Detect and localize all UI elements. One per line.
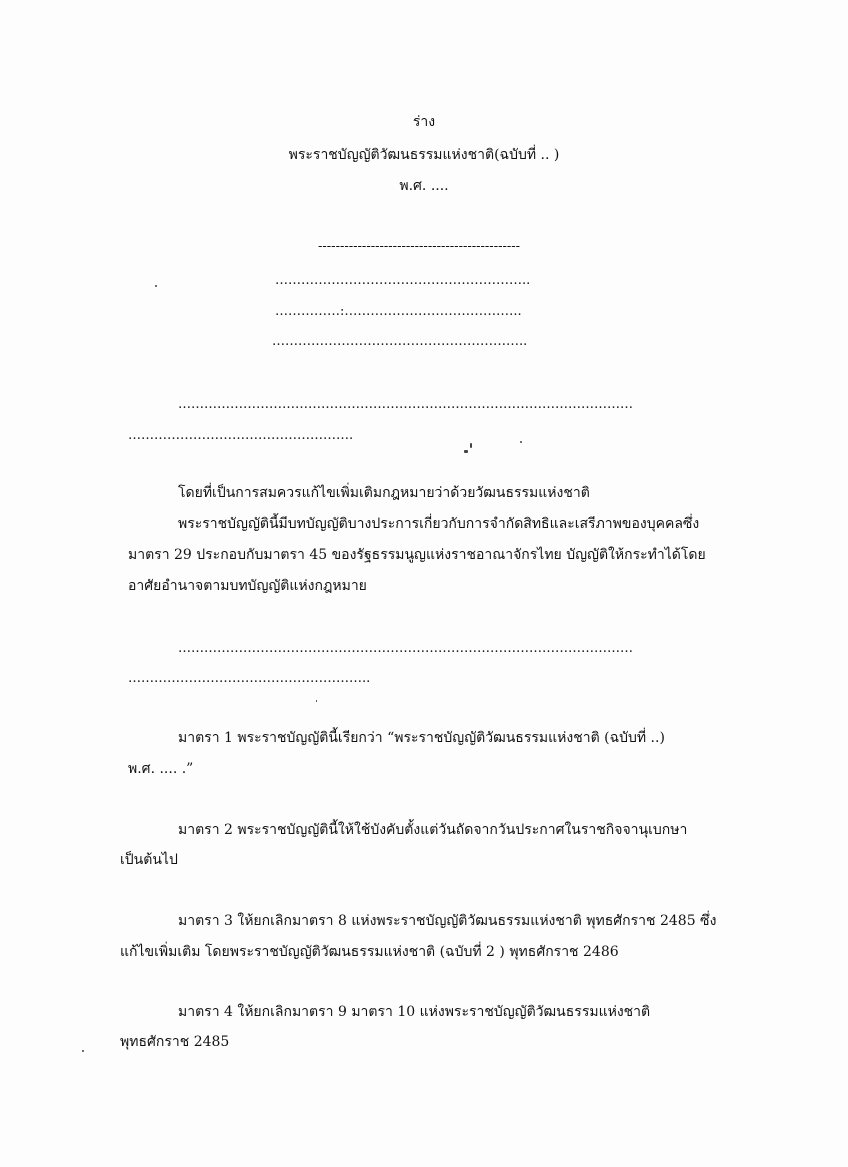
preamble-paragraph-2-line-3: อาศัยอำนาจตามบทบัญญัติแห่งกฎหมาย — [128, 578, 367, 594]
section-1-line-2: พ.ศ. .... .” — [128, 761, 194, 777]
scan-speck — [470, 443, 472, 448]
section-4-line-2: พุทธศักราช 2485 — [120, 1034, 230, 1050]
preamble-dots-long-2: …………………………………………………………………………………………… — [178, 641, 633, 656]
section-1-line-1: มาตรา 1 พระราชบัญญัตินี้เรียกว่า “พระราชบัญญัติวัฒนธรรมแห่งชาติ (ฉบับที่ ..) — [178, 730, 665, 746]
preamble-paragraph-2-line-1: พระราชบัญญัตินี้มีบทบัญญัติบางประการเกี่ยวกับการจำกัดสิทธิและเสรีภาพของบุคคลซึ่ง — [178, 516, 700, 532]
header-divider: ---------------------------------------------- — [318, 239, 521, 254]
scan-speck — [316, 700, 317, 702]
year-line: พ.ศ. .... — [399, 178, 449, 194]
scan-speck — [464, 450, 468, 453]
preamble-dots-short: ……………………………………………. — [128, 428, 354, 443]
section-3-line-1: มาตรา 3 ให้ยกเลิกมาตรา 8 แห่งพระราชบัญญัติวัฒนธรรมแห่งชาติ พุทธศักราช 2485 ซึ่ง — [178, 913, 717, 929]
preamble-paragraph-2-line-2: มาตรา 29 ประกอบกับมาตรา 45 ของรัฐธรรมนูญแห่งราชอาณาจักรไทย บัญญัติให้กระทำได้โดย — [128, 547, 706, 563]
section-3-line-2: แก้ไขเพิ่มเติม โดยพระราชบัญญัติวัฒนธรรมแห่งชาติ (ฉบับที่ 2 ) พุทธศักราช 2486 — [120, 944, 619, 960]
placeholder-dots-3: ………………………………………………….. — [272, 334, 528, 349]
preamble-dots-short-2: ……………………………………………….. — [128, 671, 371, 686]
section-4-line-1: มาตรา 4 ให้ยกเลิกมาตรา 9 มาตรา 10 แห่งพระราชบัญญัติวัฒนธรรมแห่งชาติ — [178, 1004, 651, 1020]
draft-label: ร่าง — [412, 114, 436, 130]
act-title: พระราชบัญญัติวัฒนธรรมแห่งชาติ(ฉบับที่ .. ) — [288, 147, 560, 163]
section-2-line-2: เป็นต้นไป — [120, 852, 178, 868]
section-2-line-1: มาตรา 2 พระราชบัญญัตินี้ให้ใช้บังคับตั้งแต่วันถัดจากวันประกาศในราชกิจจานุเบกษา — [178, 822, 688, 838]
scan-speck — [155, 285, 157, 287]
preamble-paragraph-1: โดยที่เป็นการสมควรแก้ไขเพิ่มเติมกฎหมายว่าด้วยวัฒนธรรมแห่งชาติ — [178, 485, 590, 501]
scan-speck — [82, 1050, 84, 1052]
placeholder-dots-2: ……………:………………………………….. — [275, 304, 522, 319]
preamble-dots-long: …………………………………………………………………………………………… — [178, 397, 633, 412]
placeholder-dots-1: ………………………………………………….. — [275, 273, 531, 288]
scan-speck — [520, 441, 522, 443]
